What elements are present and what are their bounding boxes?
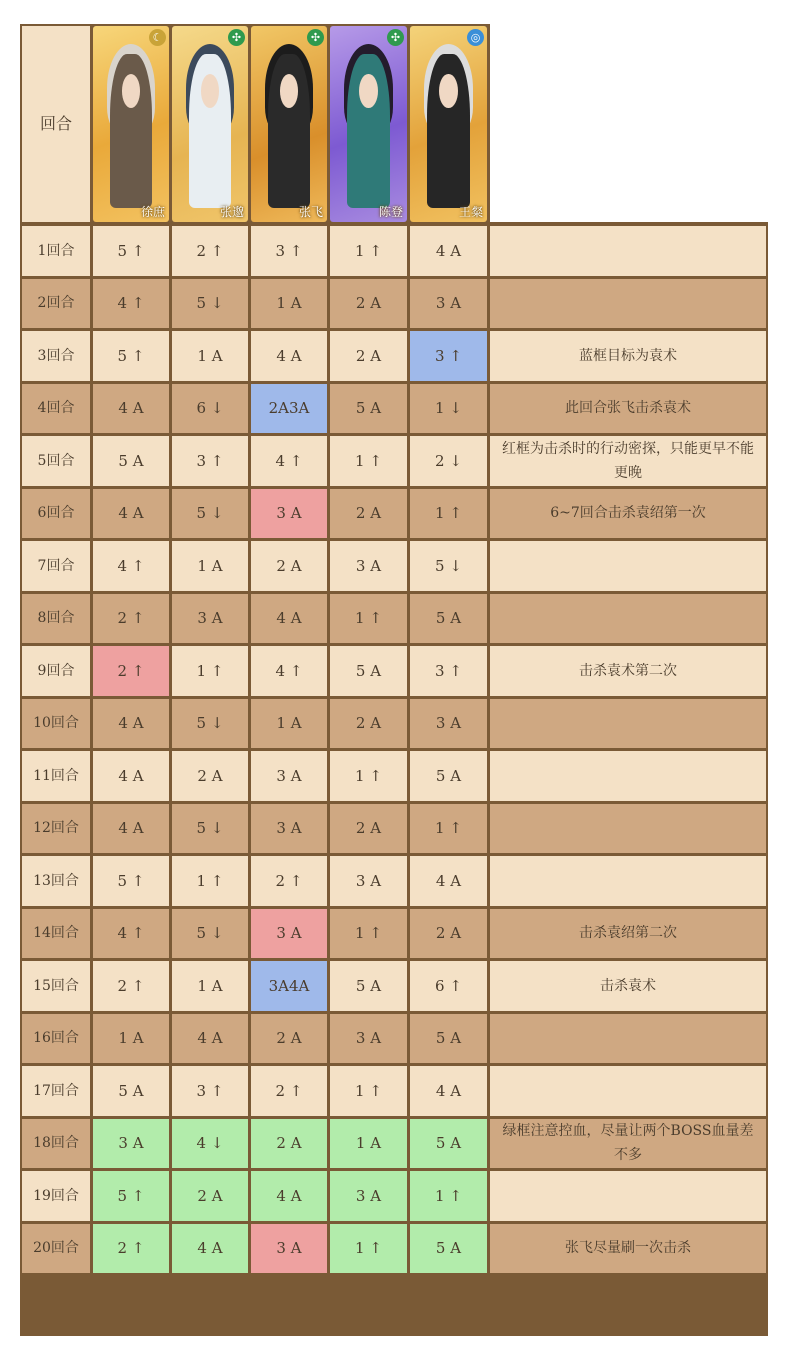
action-cell: 4 ↑ xyxy=(93,541,169,591)
strategy-table xyxy=(20,24,768,1336)
action-cell: 5 A xyxy=(330,646,407,696)
note-cell xyxy=(490,594,766,644)
round-label: 5回合 xyxy=(22,436,90,486)
action-cell: 4 A xyxy=(93,804,169,854)
action-cell: 3A4A xyxy=(251,961,327,1011)
note-cell xyxy=(490,699,766,749)
action-cell: 5 A xyxy=(410,1119,487,1169)
action-cell: 3 A xyxy=(330,856,407,906)
action-cell: 5 ↓ xyxy=(172,804,248,854)
action-cell: 2 ↑ xyxy=(251,856,327,906)
action-cell: 2 ↑ xyxy=(93,1224,169,1274)
action-cell: 3 A xyxy=(330,1171,407,1221)
note-cell xyxy=(490,751,766,801)
action-cell: 4 A xyxy=(410,226,487,276)
action-cell: 2 A xyxy=(410,909,487,959)
moon-icon: ☾ xyxy=(149,29,166,46)
action-cell: 6 ↓ xyxy=(172,384,248,434)
round-label: 19回合 xyxy=(22,1171,90,1221)
note-cell xyxy=(490,1014,766,1064)
action-cell: 1 A xyxy=(93,1014,169,1064)
action-cell: 4 A xyxy=(410,856,487,906)
note-cell xyxy=(490,279,766,329)
round-label: 3回合 xyxy=(22,331,90,381)
action-cell: 5 ↑ xyxy=(93,1171,169,1221)
round-label: 13回合 xyxy=(22,856,90,906)
action-cell: 4 ↑ xyxy=(251,646,327,696)
action-cell: 3 A xyxy=(251,909,327,959)
action-cell: 2 ↑ xyxy=(172,226,248,276)
action-cell: 3 ↑ xyxy=(172,436,248,486)
action-cell: 4 A xyxy=(251,1171,327,1221)
pinwheel-icon: ✣ xyxy=(228,29,245,46)
round-label: 15回合 xyxy=(22,961,90,1011)
action-cell: 1 A xyxy=(172,541,248,591)
action-cell: 1 ↑ xyxy=(330,1066,407,1116)
action-cell: 2 A xyxy=(172,751,248,801)
round-label: 2回合 xyxy=(22,279,90,329)
note-cell: 红框为击杀时的行动密探，只能更早不能更晚 xyxy=(490,436,766,486)
note-cell: 张飞尽量刷一次击杀 xyxy=(490,1224,766,1274)
round-label: 11回合 xyxy=(22,751,90,801)
action-cell: 4 A xyxy=(251,331,327,381)
action-cell: 3 A xyxy=(330,541,407,591)
action-cell: 2A3A xyxy=(251,384,327,434)
action-cell: 1 ↑ xyxy=(172,646,248,696)
round-label: 14回合 xyxy=(22,909,90,959)
note-cell xyxy=(490,856,766,906)
action-cell: 1 ↑ xyxy=(330,1224,407,1274)
round-label: 17回合 xyxy=(22,1066,90,1116)
action-cell: 2 ↑ xyxy=(93,594,169,644)
action-cell: 2 A xyxy=(251,1014,327,1064)
action-cell: 5 A xyxy=(410,594,487,644)
action-cell: 3 A xyxy=(251,1224,327,1274)
action-cell: 2 ↑ xyxy=(93,646,169,696)
action-cell: 5 A xyxy=(93,436,169,486)
note-cell: 击杀袁术第二次 xyxy=(490,646,766,696)
action-cell: 5 ↓ xyxy=(172,279,248,329)
round-label: 8回合 xyxy=(22,594,90,644)
note-cell: 击杀袁绍第二次 xyxy=(490,909,766,959)
action-cell: 3 A xyxy=(251,489,327,539)
character-name: 徐庶 xyxy=(140,205,165,219)
note-cell: 绿框注意控血，尽量让两个BOSS血量差不多 xyxy=(490,1119,766,1169)
action-cell: 3 ↑ xyxy=(172,1066,248,1116)
portrait-face xyxy=(122,74,140,108)
portrait-face xyxy=(201,74,219,108)
round-label: 10回合 xyxy=(22,699,90,749)
action-cell: 1 ↑ xyxy=(330,594,407,644)
action-cell: 5 A xyxy=(410,1014,487,1064)
action-cell: 3 A xyxy=(410,699,487,749)
action-cell: 1 ↑ xyxy=(330,226,407,276)
action-cell: 3 A xyxy=(330,1014,407,1064)
character-card xyxy=(410,26,487,222)
action-cell: 5 ↓ xyxy=(172,489,248,539)
note-cell: 此回合张飞击杀袁术 xyxy=(490,384,766,434)
action-cell: 1 A xyxy=(172,331,248,381)
action-cell: 2 ↓ xyxy=(410,436,487,486)
action-cell: 1 ↑ xyxy=(330,436,407,486)
header-blank-area xyxy=(490,24,768,222)
action-cell: 3 A xyxy=(172,594,248,644)
note-cell xyxy=(490,226,766,276)
character-card xyxy=(172,26,248,222)
action-cell: 1 ↑ xyxy=(330,751,407,801)
note-cell xyxy=(490,1171,766,1221)
action-cell: 5 A xyxy=(93,1066,169,1116)
action-cell: 2 A xyxy=(251,541,327,591)
action-cell: 2 ↑ xyxy=(251,1066,327,1116)
action-cell: 4 A xyxy=(172,1014,248,1064)
action-cell: 5 A xyxy=(410,751,487,801)
round-label: 12回合 xyxy=(22,804,90,854)
action-cell: 1 A xyxy=(251,699,327,749)
round-label: 7回合 xyxy=(22,541,90,591)
action-cell: 4 ↓ xyxy=(172,1119,248,1169)
action-cell: 5 A xyxy=(410,1224,487,1274)
character-card xyxy=(251,26,327,222)
round-label: 1回合 xyxy=(22,226,90,276)
action-cell: 2 A xyxy=(330,331,407,381)
action-cell: 4 A xyxy=(93,751,169,801)
action-cell: 5 ↓ xyxy=(172,909,248,959)
character-card xyxy=(330,26,407,222)
action-cell: 4 A xyxy=(93,699,169,749)
action-cell: 2 A xyxy=(172,1171,248,1221)
round-label: 9回合 xyxy=(22,646,90,696)
round-label: 18回合 xyxy=(22,1119,90,1169)
action-cell: 4 A xyxy=(251,594,327,644)
action-cell: 4 ↑ xyxy=(93,279,169,329)
action-cell: 1 A xyxy=(172,961,248,1011)
action-cell: 1 ↑ xyxy=(410,489,487,539)
note-cell xyxy=(490,1066,766,1116)
action-cell: 3 ↑ xyxy=(251,226,327,276)
pinwheel-icon: ✣ xyxy=(387,29,404,46)
action-cell: 2 A xyxy=(330,489,407,539)
round-label: 4回合 xyxy=(22,384,90,434)
action-cell: 1 A xyxy=(330,1119,407,1169)
action-cell: 3 A xyxy=(251,804,327,854)
action-cell: 1 ↑ xyxy=(410,1171,487,1221)
action-cell: 1 ↑ xyxy=(172,856,248,906)
round-label: 16回合 xyxy=(22,1014,90,1064)
action-cell: 4 A xyxy=(410,1066,487,1116)
action-cell: 1 A xyxy=(251,279,327,329)
note-cell: 蓝框目标为袁术 xyxy=(490,331,766,381)
action-cell: 1 ↓ xyxy=(410,384,487,434)
action-cell: 3 A xyxy=(93,1119,169,1169)
action-cell: 1 ↑ xyxy=(330,909,407,959)
action-cell: 4 A xyxy=(93,489,169,539)
note-cell: 击杀袁术 xyxy=(490,961,766,1011)
portrait-face xyxy=(280,74,298,108)
character-name: 张飞 xyxy=(298,205,323,219)
character-card xyxy=(93,26,169,222)
action-cell: 3 ↑ xyxy=(410,331,487,381)
portrait-face xyxy=(439,74,457,108)
round-label: 6回合 xyxy=(22,489,90,539)
action-cell: 2 A xyxy=(330,699,407,749)
action-cell: 2 A xyxy=(330,804,407,854)
round-header xyxy=(22,26,90,222)
action-cell: 4 A xyxy=(172,1224,248,1274)
action-cell: 4 A xyxy=(93,384,169,434)
portrait-face xyxy=(359,74,377,108)
swirl-icon: ◎ xyxy=(467,29,484,46)
note-cell: 6~7回合击杀袁绍第一次 xyxy=(490,489,766,539)
action-cell: 2 ↑ xyxy=(93,961,169,1011)
character-name: 张邈 xyxy=(219,205,244,219)
action-cell: 4 ↑ xyxy=(251,436,327,486)
action-cell: 5 ↓ xyxy=(172,699,248,749)
action-cell: 1 ↑ xyxy=(410,804,487,854)
note-cell xyxy=(490,804,766,854)
character-name: 陈登 xyxy=(378,205,403,219)
round-header-label: 回合 xyxy=(39,114,72,133)
character-name: 王粲 xyxy=(458,205,483,219)
action-cell: 2 A xyxy=(330,279,407,329)
action-cell: 5 ↑ xyxy=(93,856,169,906)
action-cell: 5 ↓ xyxy=(410,541,487,591)
action-cell: 3 A xyxy=(251,751,327,801)
pinwheel-icon: ✣ xyxy=(307,29,324,46)
round-label: 20回合 xyxy=(22,1224,90,1274)
action-cell: 3 A xyxy=(410,279,487,329)
action-cell: 5 ↑ xyxy=(93,331,169,381)
note-cell xyxy=(490,541,766,591)
action-cell: 4 ↑ xyxy=(93,909,169,959)
action-cell: 5 A xyxy=(330,961,407,1011)
action-cell: 5 ↑ xyxy=(93,226,169,276)
action-cell: 2 A xyxy=(251,1119,327,1169)
action-cell: 6 ↑ xyxy=(410,961,487,1011)
action-cell: 3 ↑ xyxy=(410,646,487,696)
action-cell: 5 A xyxy=(330,384,407,434)
